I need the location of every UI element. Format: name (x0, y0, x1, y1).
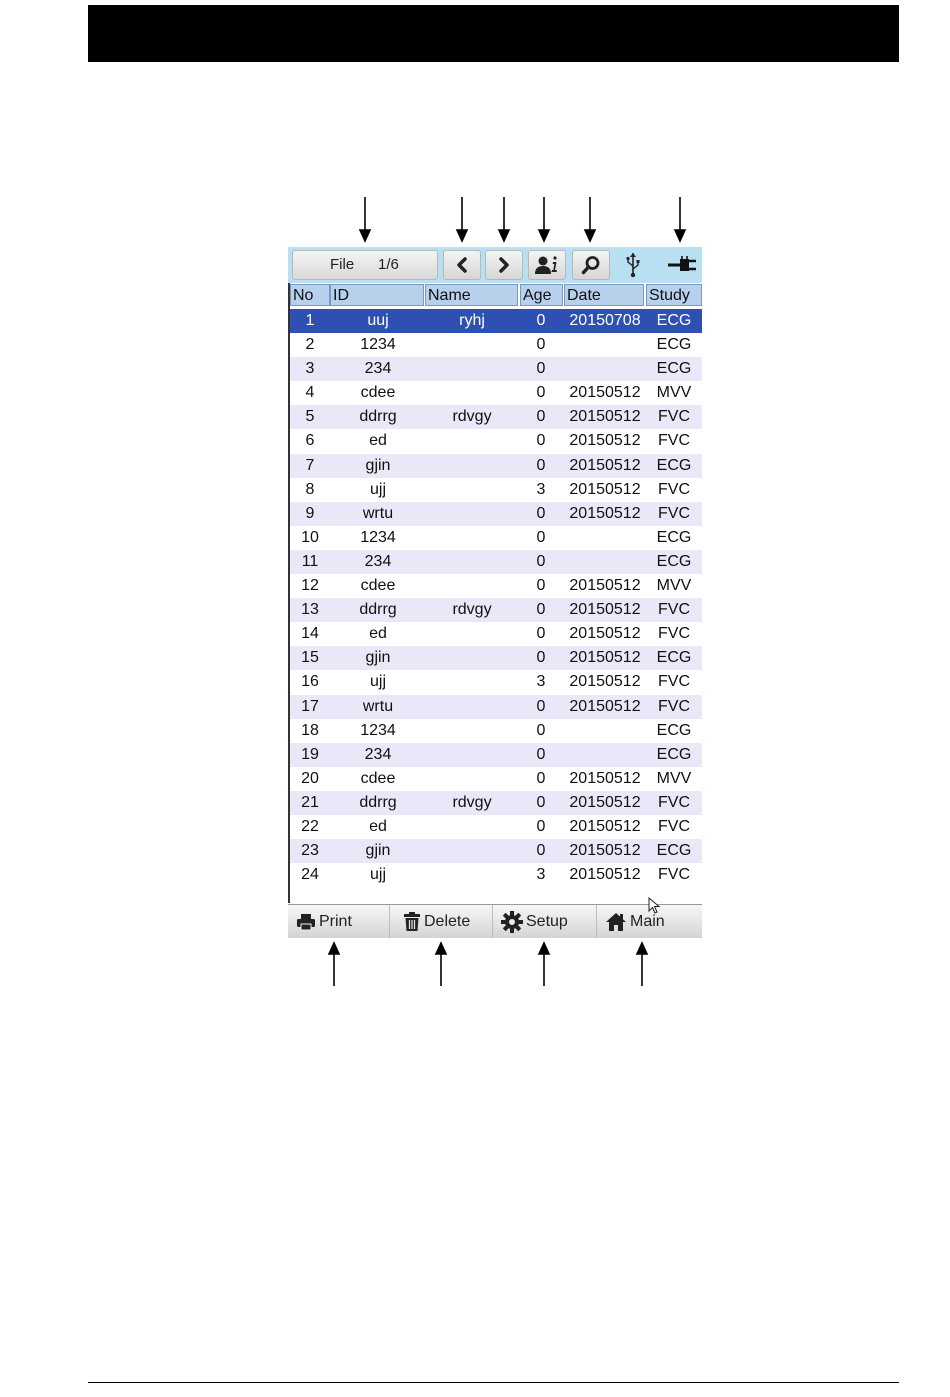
cell-date: 20150512 (569, 769, 641, 787)
table-body (290, 309, 702, 887)
cell-no: 17 (301, 697, 319, 715)
cell-id: cdee (360, 577, 396, 595)
cell-study: ECG (656, 336, 692, 354)
file-page-indicator (292, 250, 438, 280)
cell-study: ECG (656, 721, 692, 739)
cell-no: 2 (305, 336, 315, 354)
cell-id: gjin (365, 649, 391, 667)
table-row[interactable] (290, 863, 702, 887)
table-row[interactable] (290, 574, 702, 598)
cell-id: ujj (369, 673, 386, 691)
cell-study: MVV (656, 384, 692, 402)
cell-id: cdee (360, 384, 396, 402)
table-row[interactable] (290, 670, 702, 694)
table-row[interactable] (290, 550, 702, 574)
cell-id: ed (369, 625, 387, 643)
table-row[interactable] (290, 381, 702, 405)
delete-button[interactable] (391, 905, 493, 938)
cell-age: 0 (536, 456, 546, 474)
power-status (667, 251, 701, 279)
main-label: Main (630, 912, 665, 930)
cell-id: ujj (369, 480, 386, 498)
cell-no: 7 (305, 456, 315, 474)
cell-id: gjin (365, 456, 391, 474)
cell-no: 4 (305, 384, 315, 402)
cell-study: FVC (658, 697, 690, 715)
cell-age: 0 (536, 312, 546, 329)
cell-age: 0 (536, 697, 546, 715)
cell-age: 0 (536, 817, 546, 835)
table-row[interactable] (290, 622, 702, 646)
cell-study: FVC (658, 793, 690, 811)
mouse-pointer-icon (648, 897, 662, 915)
cell-date: 20150708 (569, 312, 641, 329)
cell-age: 3 (536, 480, 546, 498)
cell-name: rdvgy (452, 408, 492, 426)
cell-study: ECG (656, 649, 692, 667)
cell-age: 0 (536, 577, 546, 595)
table-header (290, 283, 702, 308)
cell-date: 20150512 (569, 504, 641, 522)
cell-study: FVC (658, 673, 690, 691)
cell-id: cdee (360, 769, 396, 787)
cell-no: 18 (301, 721, 319, 739)
gear-icon (501, 911, 523, 933)
cell-age: 0 (536, 793, 546, 811)
cell-no: 16 (301, 673, 319, 691)
table-row[interactable] (290, 598, 702, 622)
table-row[interactable] (290, 333, 702, 357)
cell-age: 0 (536, 769, 546, 787)
cell-id: 234 (364, 552, 392, 570)
cell-date: 20150512 (569, 577, 641, 595)
cell-date: 20150512 (569, 866, 641, 884)
records-table (288, 283, 702, 903)
cell-no: 20 (301, 769, 319, 787)
cell-id: wrtu (362, 504, 394, 522)
cell-age: 0 (536, 552, 546, 570)
cell-id: 1234 (360, 336, 396, 354)
search-button[interactable] (572, 250, 610, 280)
table-row[interactable] (290, 695, 702, 719)
cell-id: ed (369, 817, 387, 835)
cell-study: FVC (658, 480, 690, 498)
setup-button[interactable] (495, 905, 597, 938)
cell-no: 22 (301, 817, 319, 835)
cell-no: 14 (301, 625, 319, 643)
previous-page-button[interactable] (443, 250, 481, 280)
table-row-selected[interactable] (290, 309, 702, 333)
cell-age: 3 (536, 866, 546, 884)
chevron-left-icon (454, 257, 470, 273)
cell-age: 0 (536, 528, 546, 546)
print-button[interactable] (288, 905, 390, 938)
cell-name: rdvgy (452, 793, 492, 811)
bottom-bar (288, 904, 702, 938)
cell-age: 0 (536, 649, 546, 667)
cell-no: 21 (301, 793, 319, 811)
table-row[interactable] (290, 791, 702, 815)
cell-study: ECG (656, 312, 692, 329)
cell-study: ECG (656, 745, 692, 763)
trash-icon (403, 912, 421, 932)
cell-study: ECG (656, 842, 692, 860)
cell-id: wrtu (362, 697, 394, 715)
cell-date: 20150512 (569, 432, 641, 450)
cell-date: 20150512 (569, 408, 641, 426)
cell-age: 0 (536, 384, 546, 402)
cell-study: FVC (658, 817, 690, 835)
cell-date: 20150512 (569, 384, 641, 402)
toolbar (288, 247, 702, 283)
cell-date: 20150512 (569, 480, 641, 498)
cell-study: MVV (656, 577, 692, 595)
cell-study: ECG (656, 552, 692, 570)
table-row[interactable] (290, 502, 702, 526)
cell-id: ddrrg (359, 793, 397, 811)
cell-no: 10 (301, 528, 319, 546)
cell-study: MVV (656, 769, 692, 787)
cell-id: uuj (367, 312, 389, 329)
table-row[interactable] (290, 815, 702, 839)
cell-no: 23 (301, 842, 319, 860)
table-row[interactable] (290, 646, 702, 670)
cell-date: 20150512 (569, 601, 641, 619)
cell-no: 19 (301, 745, 319, 763)
cell-age: 3 (536, 673, 546, 691)
cell-age: 0 (536, 842, 546, 860)
cell-study: FVC (658, 504, 690, 522)
table-row[interactable] (290, 429, 702, 453)
cell-date: 20150512 (569, 456, 641, 474)
delete-label: Delete (424, 912, 471, 930)
table-row[interactable] (290, 719, 702, 743)
cell-study: FVC (658, 866, 690, 884)
cell-id: gjin (365, 842, 391, 860)
cell-study: FVC (658, 625, 690, 643)
cell-id: ed (369, 432, 387, 450)
cell-study: ECG (656, 456, 692, 474)
next-page-button[interactable] (485, 250, 523, 280)
cell-age: 0 (536, 360, 546, 378)
cell-id: 234 (364, 360, 392, 378)
patient-info-icon (534, 255, 560, 275)
cell-id: ujj (369, 866, 386, 884)
cell-age: 0 (536, 408, 546, 426)
cell-id: 1234 (360, 721, 396, 739)
cell-age: 0 (536, 745, 546, 763)
cell-date: 20150512 (569, 817, 641, 835)
chevron-right-icon (496, 257, 512, 273)
cell-no: 5 (305, 408, 315, 426)
cell-no: 3 (305, 360, 315, 378)
cell-age: 0 (536, 432, 546, 450)
cell-name: ryhj (459, 312, 485, 329)
column-header-no[interactable]: No (290, 284, 330, 306)
cell-study: ECG (656, 360, 692, 378)
cell-date: 20150512 (569, 649, 641, 667)
table-row[interactable] (290, 526, 702, 550)
cell-id: ddrrg (359, 601, 397, 619)
file-label: File (330, 256, 355, 273)
cell-study: FVC (658, 408, 690, 426)
cell-study: FVC (658, 601, 690, 619)
table-row[interactable] (290, 767, 702, 791)
cell-study: FVC (658, 432, 690, 450)
page-header-bar (88, 5, 899, 62)
cell-age: 0 (536, 721, 546, 739)
cell-date: 20150512 (569, 673, 641, 691)
column-header-date[interactable]: Date (564, 284, 644, 306)
cell-no: 12 (301, 577, 319, 595)
cell-name: rdvgy (452, 601, 492, 619)
setup-label: Setup (526, 912, 568, 930)
cell-age: 0 (536, 601, 546, 619)
cell-no: 11 (301, 552, 319, 570)
table-row[interactable] (290, 478, 702, 502)
column-header-study[interactable]: Study (646, 284, 702, 306)
search-icon (581, 255, 601, 275)
print-label: Print (319, 912, 352, 930)
cell-date: 20150512 (569, 842, 641, 860)
cell-no: 9 (305, 504, 315, 522)
table-row[interactable] (290, 357, 702, 381)
cell-no: 6 (305, 432, 315, 450)
page-number: 1/6 (378, 256, 399, 273)
usb-status (619, 251, 647, 279)
home-icon (605, 912, 627, 932)
table-row[interactable] (290, 839, 702, 863)
cell-no: 15 (301, 649, 319, 667)
cell-id: 234 (364, 745, 392, 763)
device-screen (288, 247, 702, 937)
cell-no: 24 (301, 866, 319, 884)
patient-info-button[interactable] (528, 250, 566, 280)
cell-no: 8 (305, 480, 315, 498)
cell-no: 13 (301, 601, 319, 619)
cell-date: 20150512 (569, 793, 641, 811)
column-header-name[interactable]: Name (425, 284, 518, 306)
table-row[interactable] (290, 405, 702, 429)
cell-no: 1 (305, 312, 315, 329)
table-row[interactable] (290, 454, 702, 478)
cell-id: 1234 (360, 528, 396, 546)
cell-age: 0 (536, 336, 546, 354)
usb-icon (626, 252, 640, 278)
cell-study: ECG (656, 528, 692, 546)
footer-rule (88, 1382, 899, 1383)
cell-id: ddrrg (359, 408, 397, 426)
cell-age: 0 (536, 504, 546, 522)
power-plug-icon (668, 256, 700, 274)
cell-date: 20150512 (569, 697, 641, 715)
column-header-age[interactable]: Age (520, 284, 563, 306)
column-header-id[interactable]: ID (330, 284, 424, 306)
printer-icon (296, 913, 316, 931)
cell-date: 20150512 (569, 625, 641, 643)
table-row[interactable] (290, 743, 702, 767)
cell-age: 0 (536, 625, 546, 643)
